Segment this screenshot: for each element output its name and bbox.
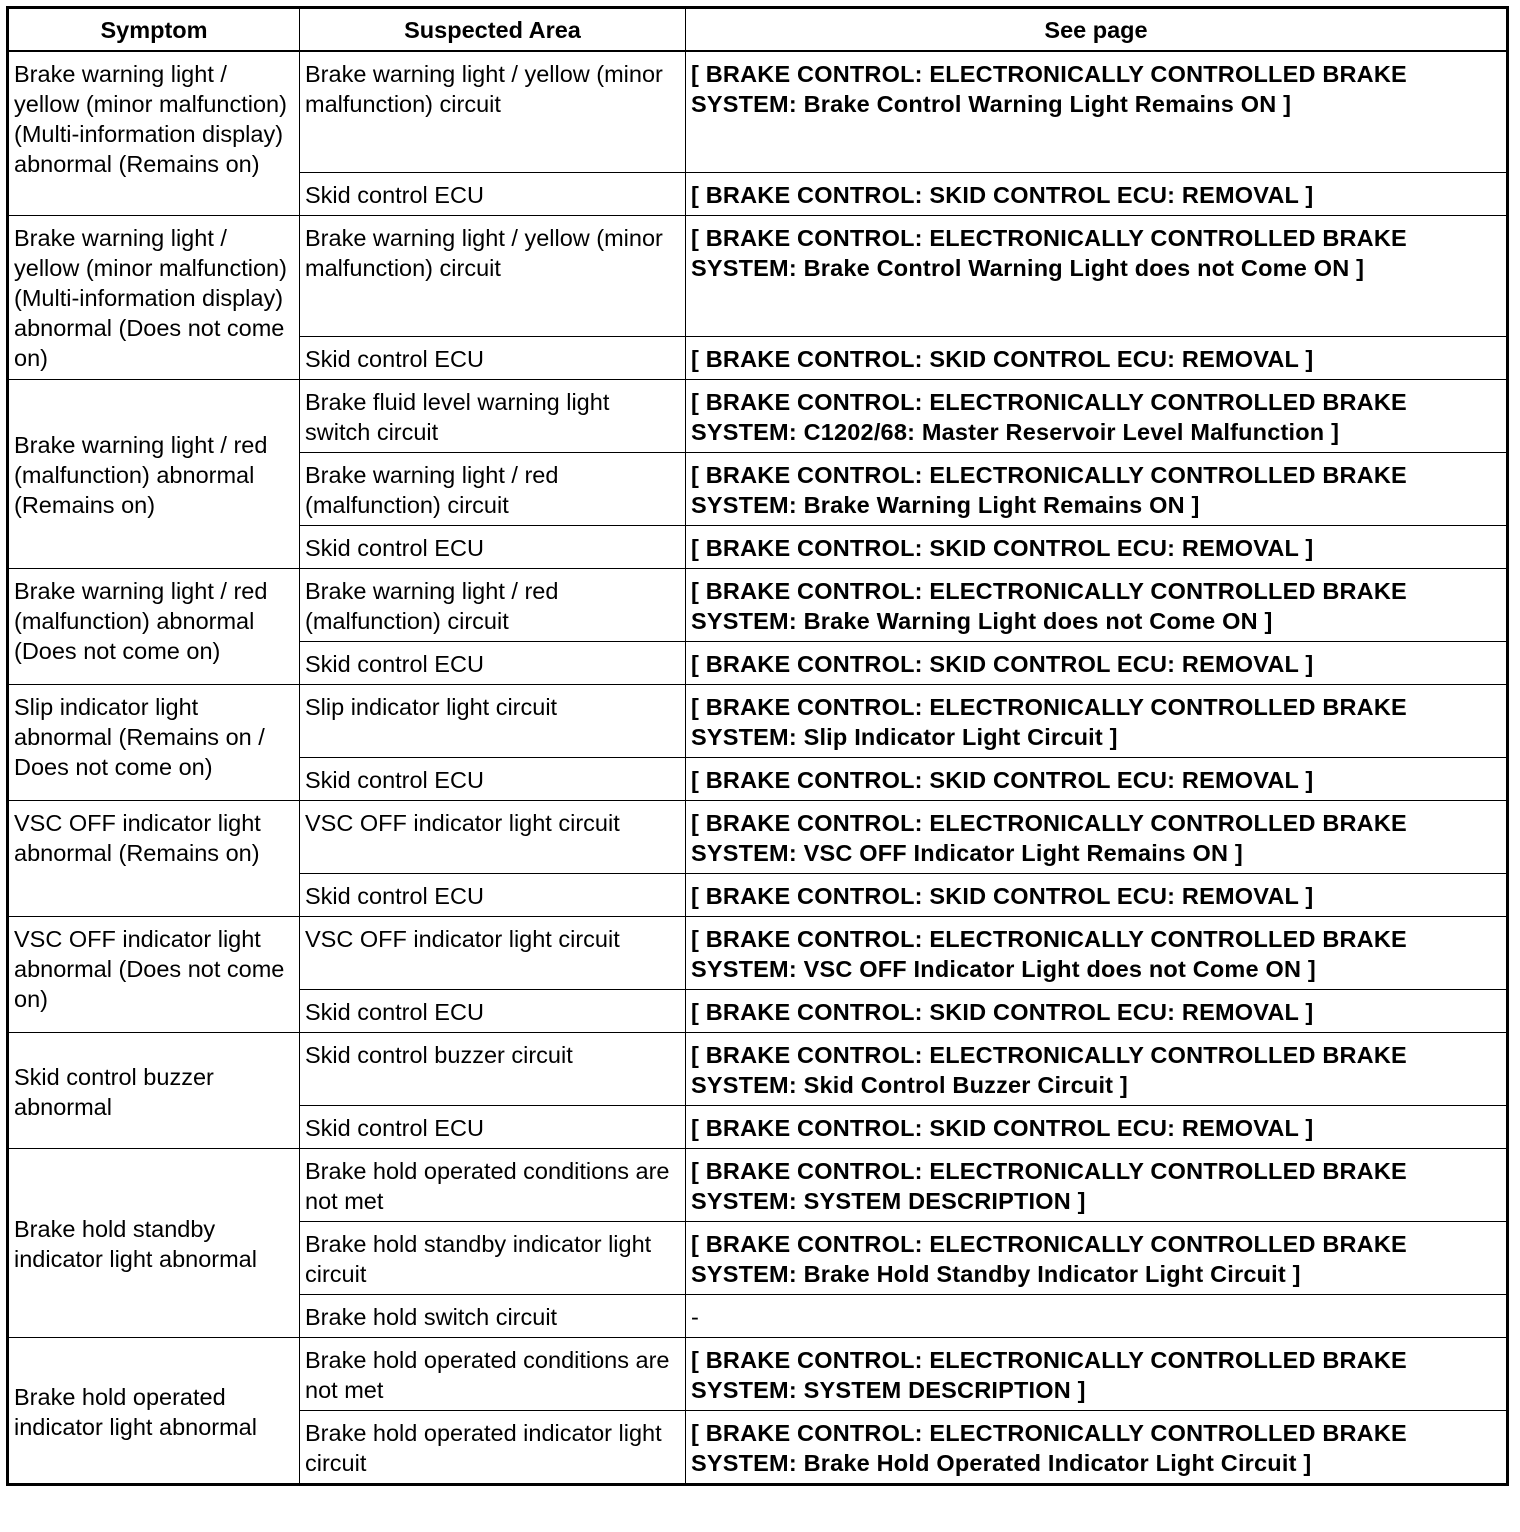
see-page-link[interactable]: [ BRAKE CONTROL: SKID CONTROL ECU: REMOVAL ] xyxy=(686,642,1508,685)
suspected-area-cell: Brake fluid level warning light switch circuit xyxy=(300,380,686,453)
symptom-cell: Brake warning light / red (malfunction) abnormal (Does not come on) xyxy=(8,569,300,685)
suspected-area-cell: Brake hold operated conditions are not met xyxy=(300,1149,686,1222)
table-row xyxy=(8,1149,1508,1222)
header-see-page: See page xyxy=(686,8,1508,52)
see-page-link[interactable]: [ BRAKE CONTROL: ELECTRONICALLY CONTROLLED BRAKE SYSTEM: VSC OFF Indicator Light does not Come ON ] xyxy=(686,917,1508,990)
symptom-cell: Slip indicator light abnormal (Remains on / Does not come on) xyxy=(8,685,300,801)
see-page-link[interactable]: [ BRAKE CONTROL: ELECTRONICALLY CONTROLLED BRAKE SYSTEM: VSC OFF Indicator Light Remains ON ] xyxy=(686,801,1508,874)
suspected-area-cell: Skid control ECU xyxy=(300,337,686,380)
table-row xyxy=(8,216,1508,337)
header-suspected-area: Suspected Area xyxy=(300,8,686,52)
suspected-area-cell: VSC OFF indicator light circuit xyxy=(300,917,686,990)
suspected-area-cell: Skid control ECU xyxy=(300,526,686,569)
symptom-cell: Brake hold standby indicator light abnormal xyxy=(8,1149,300,1338)
see-page-link[interactable]: [ BRAKE CONTROL: SKID CONTROL ECU: REMOVAL ] xyxy=(686,337,1508,380)
table-row xyxy=(8,685,1508,758)
table-row xyxy=(8,917,1508,990)
suspected-area-cell: Brake warning light / yellow (minor malfunction) circuit xyxy=(300,51,686,173)
table-row xyxy=(8,569,1508,642)
see-page-link[interactable]: [ BRAKE CONTROL: SKID CONTROL ECU: REMOVAL ] xyxy=(686,173,1508,216)
suspected-area-cell: Brake warning light / red (malfunction) circuit xyxy=(300,569,686,642)
suspected-area-cell: Skid control ECU xyxy=(300,990,686,1033)
suspected-area-cell: Brake hold standby indicator light circuit xyxy=(300,1222,686,1295)
suspected-area-cell: Brake warning light / yellow (minor malfunction) circuit xyxy=(300,216,686,337)
suspected-area-cell: VSC OFF indicator light circuit xyxy=(300,801,686,874)
see-page-link[interactable]: [ BRAKE CONTROL: ELECTRONICALLY CONTROLLED BRAKE SYSTEM: Brake Warning Light does not Come ON ] xyxy=(686,569,1508,642)
suspected-area-cell: Skid control ECU xyxy=(300,173,686,216)
symptom-cell: VSC OFF indicator light abnormal (Does not come on) xyxy=(8,917,300,1033)
suspected-area-cell: Slip indicator light circuit xyxy=(300,685,686,758)
see-page-link[interactable]: [ BRAKE CONTROL: SKID CONTROL ECU: REMOVAL ] xyxy=(686,1106,1508,1149)
symptom-cell: Skid control buzzer abnormal xyxy=(8,1033,300,1149)
suspected-area-cell: Skid control ECU xyxy=(300,642,686,685)
symptom-cell: Brake warning light / yellow (minor malfunction) (Multi-information display) abnormal (Remains on) xyxy=(8,51,300,216)
table-row xyxy=(8,1338,1508,1411)
symptom-cell: Brake hold operated indicator light abnormal xyxy=(8,1338,300,1485)
see-page-link[interactable]: [ BRAKE CONTROL: ELECTRONICALLY CONTROLLED BRAKE SYSTEM: Skid Control Buzzer Circuit ] xyxy=(686,1033,1508,1106)
see-page-link[interactable]: [ BRAKE CONTROL: ELECTRONICALLY CONTROLLED BRAKE SYSTEM: SYSTEM DESCRIPTION ] xyxy=(686,1338,1508,1411)
suspected-area-cell: Skid control ECU xyxy=(300,1106,686,1149)
see-page-link[interactable]: [ BRAKE CONTROL: SKID CONTROL ECU: REMOVAL ] xyxy=(686,758,1508,801)
table-row xyxy=(8,1033,1508,1106)
symptom-table xyxy=(6,6,1509,1486)
suspected-area-cell: Brake warning light / red (malfunction) circuit xyxy=(300,453,686,526)
header-row xyxy=(8,8,1508,52)
suspected-area-cell: Brake hold operated indicator light circuit xyxy=(300,1411,686,1485)
see-page-link[interactable]: [ BRAKE CONTROL: SKID CONTROL ECU: REMOVAL ] xyxy=(686,990,1508,1033)
see-page-link[interactable]: [ BRAKE CONTROL: ELECTRONICALLY CONTROLLED BRAKE SYSTEM: Brake Control Warning Light Remains ON ] xyxy=(686,51,1508,173)
suspected-area-cell: Skid control ECU xyxy=(300,758,686,801)
table-row xyxy=(8,801,1508,874)
suspected-area-cell: Skid control buzzer circuit xyxy=(300,1033,686,1106)
see-page-link[interactable]: [ BRAKE CONTROL: ELECTRONICALLY CONTROLLED BRAKE SYSTEM: Brake Control Warning Light does not Come ON ] xyxy=(686,216,1508,337)
see-page-link[interactable]: [ BRAKE CONTROL: ELECTRONICALLY CONTROLLED BRAKE SYSTEM: C1202/68: Master Reservoir Level Malfunction ] xyxy=(686,380,1508,453)
see-page-link[interactable]: [ BRAKE CONTROL: SKID CONTROL ECU: REMOVAL ] xyxy=(686,526,1508,569)
see-page-link[interactable]: [ BRAKE CONTROL: ELECTRONICALLY CONTROLLED BRAKE SYSTEM: SYSTEM DESCRIPTION ] xyxy=(686,1149,1508,1222)
table-row xyxy=(8,380,1508,453)
see-page-link[interactable]: [ BRAKE CONTROL: ELECTRONICALLY CONTROLLED BRAKE SYSTEM: Brake Hold Operated Indicator Light Circuit ] xyxy=(686,1411,1508,1485)
see-page-link[interactable]: [ BRAKE CONTROL: ELECTRONICALLY CONTROLLED BRAKE SYSTEM: Brake Warning Light Remains ON ] xyxy=(686,453,1508,526)
symptom-cell: Brake warning light / yellow (minor malfunction) (Multi-information display) abnormal (Does not come on) xyxy=(8,216,300,380)
suspected-area-cell: Brake hold operated conditions are not met xyxy=(300,1338,686,1411)
suspected-area-cell: Skid control ECU xyxy=(300,874,686,917)
suspected-area-cell: Brake hold switch circuit xyxy=(300,1295,686,1338)
see-page-link[interactable]: [ BRAKE CONTROL: SKID CONTROL ECU: REMOVAL ] xyxy=(686,874,1508,917)
see-page-cell: - xyxy=(686,1295,1508,1338)
symptom-cell: Brake warning light / red (malfunction) abnormal (Remains on) xyxy=(8,380,300,569)
see-page-link[interactable]: [ BRAKE CONTROL: ELECTRONICALLY CONTROLLED BRAKE SYSTEM: Slip Indicator Light Circuit ] xyxy=(686,685,1508,758)
header-symptom: Symptom xyxy=(8,8,300,52)
see-page-link[interactable]: [ BRAKE CONTROL: ELECTRONICALLY CONTROLLED BRAKE SYSTEM: Brake Hold Standby Indicator Light Circuit ] xyxy=(686,1222,1508,1295)
symptom-cell: VSC OFF indicator light abnormal (Remains on) xyxy=(8,801,300,917)
table-row xyxy=(8,51,1508,173)
